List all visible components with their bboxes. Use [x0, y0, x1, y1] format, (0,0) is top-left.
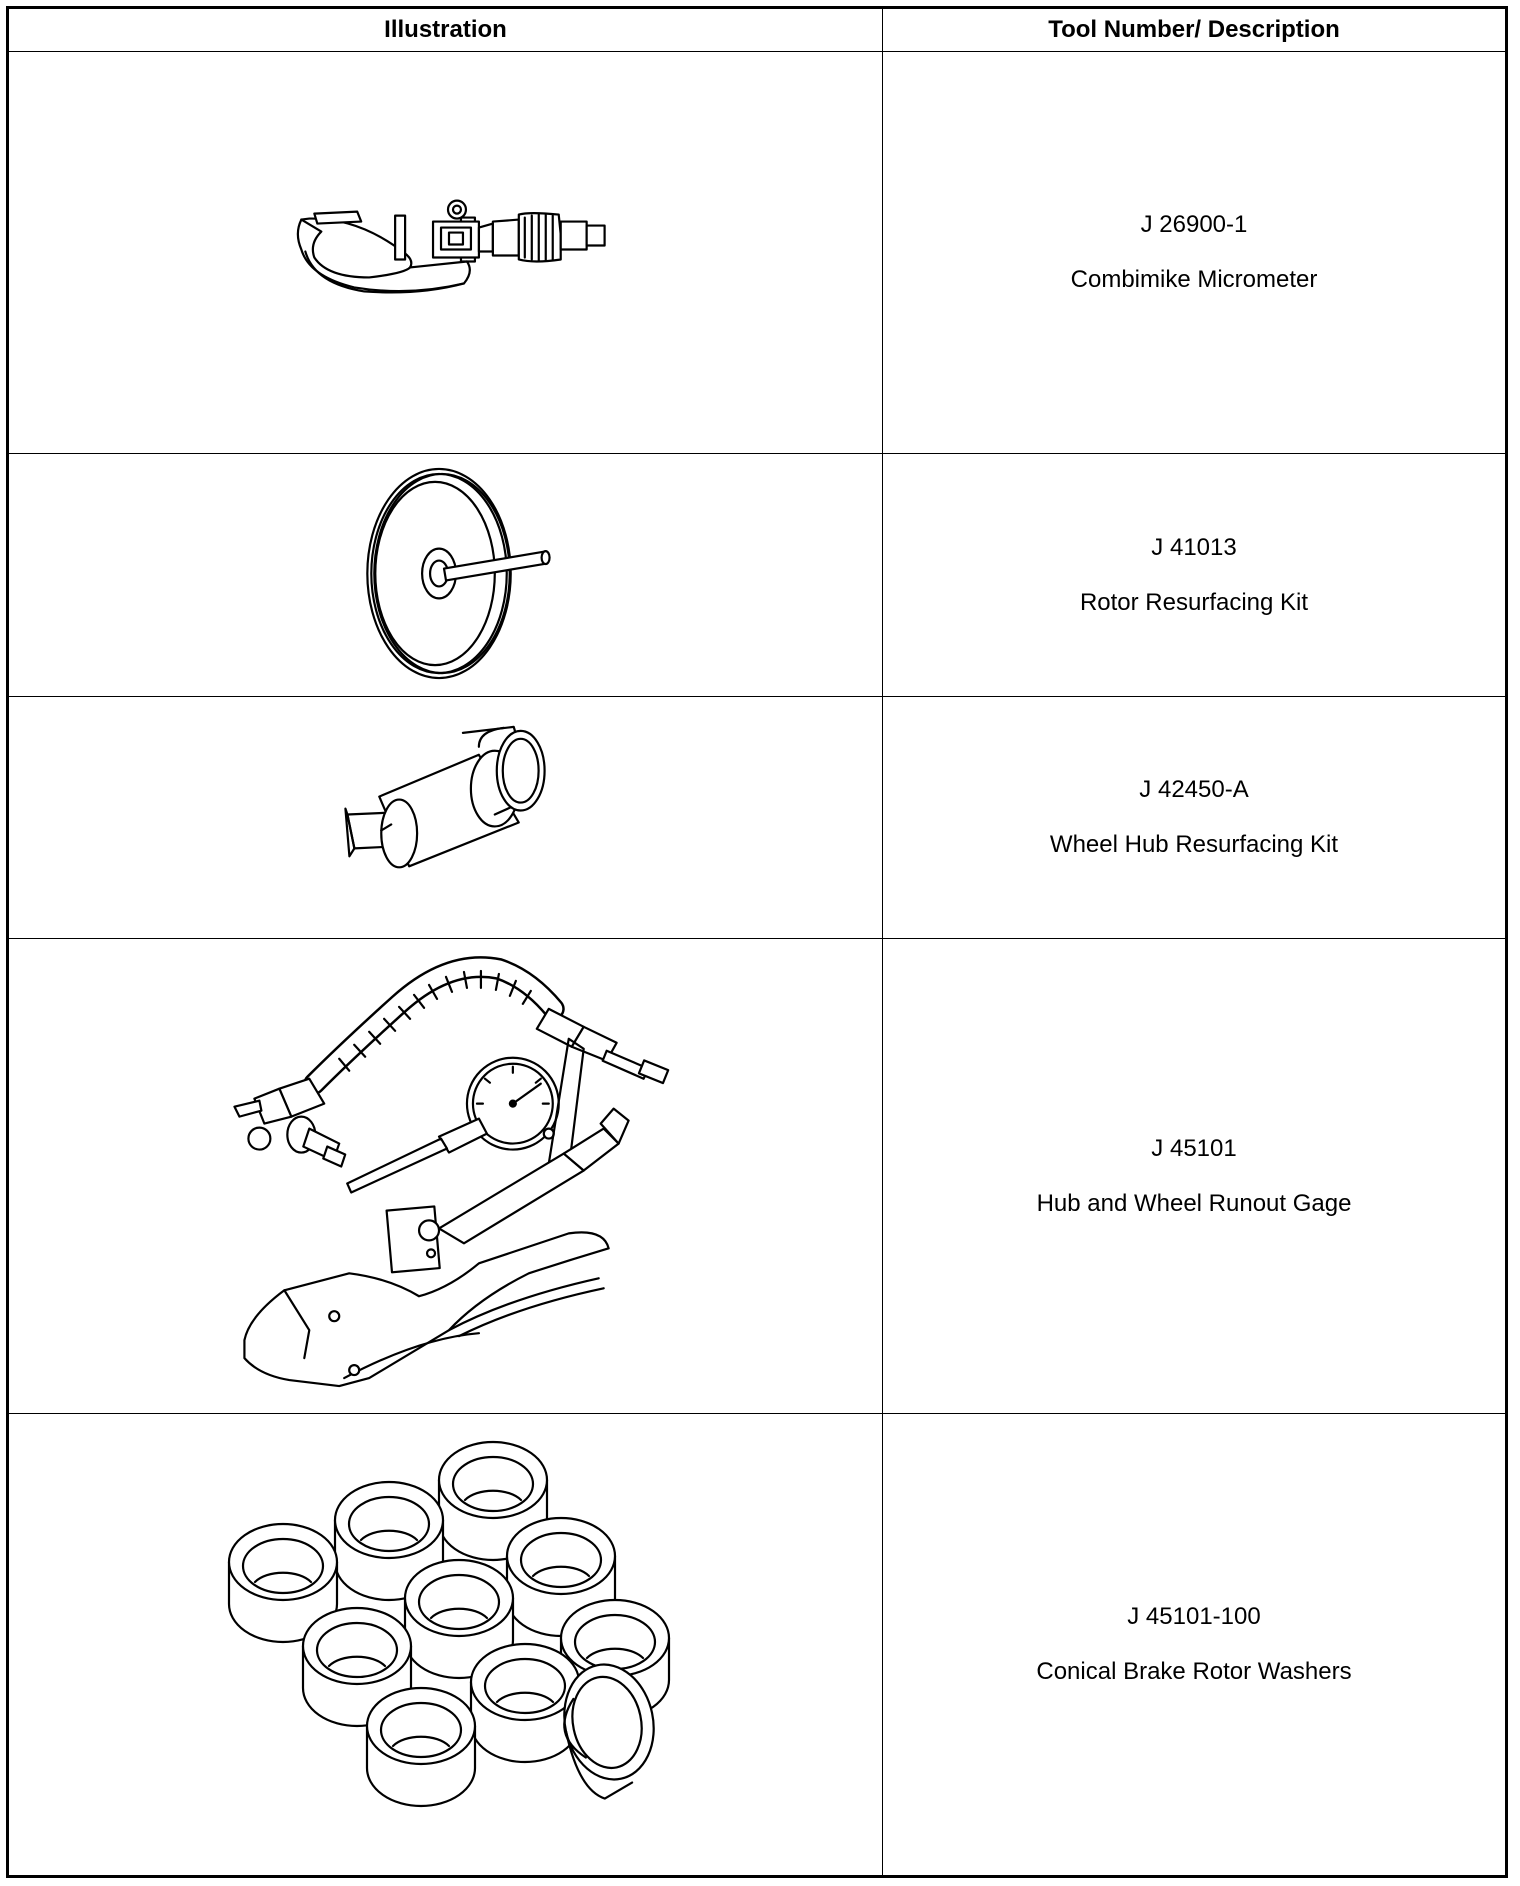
table-row — [9, 52, 1505, 454]
tool-description: Combimike Micrometer — [1070, 266, 1318, 293]
tool-description-cell — [883, 52, 1505, 453]
runout-gage-icon — [9, 939, 883, 1413]
table-row — [9, 697, 1505, 939]
header-tool-number-description: Tool Number/ Description — [1048, 16, 1340, 43]
micrometer-icon — [9, 52, 883, 453]
rotor-resurfacing-disc-icon — [9, 454, 883, 696]
tool-description-cell — [883, 1414, 1505, 1875]
table-row — [9, 1414, 1505, 1875]
conical-washers-icon — [9, 1414, 883, 1875]
tool-description-cell — [883, 454, 1505, 696]
tool-description-cell — [883, 697, 1505, 938]
tool-description: Rotor Resurfacing Kit — [1079, 588, 1309, 616]
table-header-row — [9, 9, 1505, 52]
tool-number: J 45101 — [1151, 1134, 1237, 1162]
tool-description: Conical Brake Rotor Washers — [1036, 1658, 1352, 1685]
table-row — [9, 454, 1505, 697]
tool-number: J 26900-1 — [1140, 211, 1248, 238]
tool-description: Hub and Wheel Runout Gage — [1036, 1189, 1352, 1217]
table-row — [9, 939, 1505, 1414]
illustration-cell — [9, 697, 883, 938]
tool-description-cell — [883, 939, 1505, 1413]
illustration-cell — [9, 1414, 883, 1875]
illustration-cell — [9, 52, 883, 453]
illustration-cell — [9, 939, 883, 1413]
tools-table — [6, 6, 1508, 1878]
illustration-cell — [9, 454, 883, 696]
tool-number: J 45101-100 — [1127, 1603, 1261, 1630]
tool-description: Wheel Hub Resurfacing Kit — [1049, 831, 1339, 858]
hub-resurfacing-adapter-icon — [9, 697, 883, 938]
tool-number: J 41013 — [1151, 533, 1237, 561]
tool-number: J 42450-A — [1139, 776, 1249, 803]
header-illustration: Illustration — [9, 9, 883, 51]
